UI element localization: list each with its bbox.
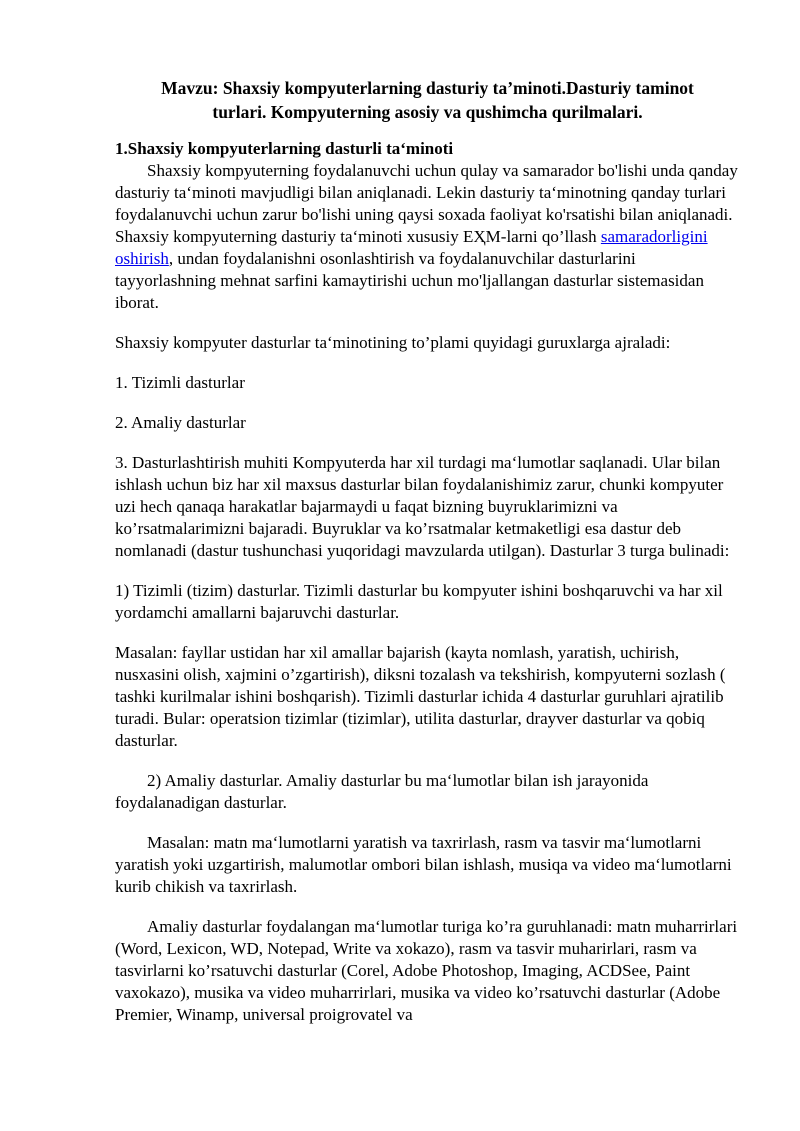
applied-programs-paragraph: 2) Amaliy dasturlar. Amaliy dasturlar bu ma‘lumotlar bilan ish jarayonida foydalanadigan dasturlar. xyxy=(115,771,649,812)
section-heading: 1.Shaxsiy kompyuterlarning dasturli ta‘minoti xyxy=(115,139,454,158)
title-line-1: Mavzu: Shaxsiy kompyuterlarning dasturiy ta’minoti.Dasturiy taminot xyxy=(161,78,694,98)
applied-groups-paragraph: Amaliy dasturlar foydalangan ma‘lumotlar turiga ko’ra guruhlanadi: matn muharrirlari (Word, Lexicon, WD, Notepad, Write va xokazo), rasm va tasvir muharirlari, rasm va tasvirlarni ko’rsatuvchi dasturlar (Corel, Adobe Photoshop, Imaging, ACDSee, Paint vaxokazo), musika va video muharrirlari, musika va video ko’rsatuvchi dasturlar (Adobe Premier, Winamp, universal proigrovatel va xyxy=(115,917,738,1024)
intro-paragraph xyxy=(115,160,740,314)
intro-text-before-link: Shaxsiy kompyuterning foydalanuvchi uchun qulay va samarador bo'lishi unda qanday dasturiy ta‘minoti mavjudligi bilan aniqlanadi. Lekin dasturiy ta‘minotning qanday turlari foydalanuvchi uchun zarur bo'lishi uning qaysi soxada faoliyat ko'rsatishi bilan aniqlanadi. Shaxsiy kompyuterning dasturiy ta‘minoti xususiy EҲM-larni qo’llash xyxy=(115,161,738,246)
list-item: 1. Tizimli dasturlar xyxy=(115,373,245,392)
system-programs-paragraph: 1) Tizimli (tizim) dasturlar. Tizimli dasturlar bu kompyuter ishini boshqaruvchi va har xil yordamchi amallarni bajaruvchi dasturlar. xyxy=(115,581,723,622)
document-title xyxy=(115,76,740,124)
groups-intro-paragraph: Shaxsiy kompyuter dasturlar ta‘minotining to’plami quyidagi guruxlarga ajraladi: xyxy=(115,333,671,352)
intro-text-after-link: , undan foydalanishni osonlashtirish va foydalanuvchilar dasturlarini tayyorlashning mehnat sarfini kamaytirishi uchun mo'ljallangan dasturlar sistemasidan iborat. xyxy=(115,249,704,312)
hyperlink[interactable]: samaradorligini oshirish xyxy=(115,227,708,268)
document-page xyxy=(115,76,740,1044)
system-example-paragraph: Masalan: fayllar ustidan har xil amallar bajarish (kayta nomlash, yaratish, uchirish, nusxasini olish, xajmini o’zgartirish), diksni tozalash va tekshirish, kompyuterni sozlash ( tashki kurilmalar ishini boshqarish). Tizimli dasturlar ichida 4 dasturlar guruhlari ajratilib turadi. Bular: operatsion tizimlar (tizimlar), utilita dasturlar, drayver dasturlar va qobiq dasturlar. xyxy=(115,643,726,750)
list-item: 2. Amaliy dasturlar xyxy=(115,413,246,432)
programming-environment-paragraph: 3. Dasturlashtirish muhiti Kompyuterda har xil turdagi ma‘lumotlar saqlanadi. Ular bilan ishlash uchun biz har xil maxsus dasturlar bilan foydalanishimiz zarur, chunki kompyuter uzi hech qanaqa harakatlar bajarmaydi u faqat bizning buyruklarimizni va ko’rsatmalarimizni bajaradi. Buyruklar va ko’rsatmalar ketmaketligi esa dastur deb nomlanadi (dastur tushunchasi yuqoridagi mavzularda utilgan). Dasturlar 3 turga bulinadi: xyxy=(115,453,730,560)
applied-example-paragraph: Masalan: matn ma‘lumotlarni yaratish va taxrirlash, rasm va tasvir ma‘lumotlarni yaratish yoki uzgartirish, malumotlar ombori bilan ishlash, musiqa va video ma‘lumotlarni kurib chikish va taxrirlash. xyxy=(115,833,732,896)
title-line-2: turlari. Kompyuterning asosiy va qushimcha qurilmalari. xyxy=(212,102,643,122)
